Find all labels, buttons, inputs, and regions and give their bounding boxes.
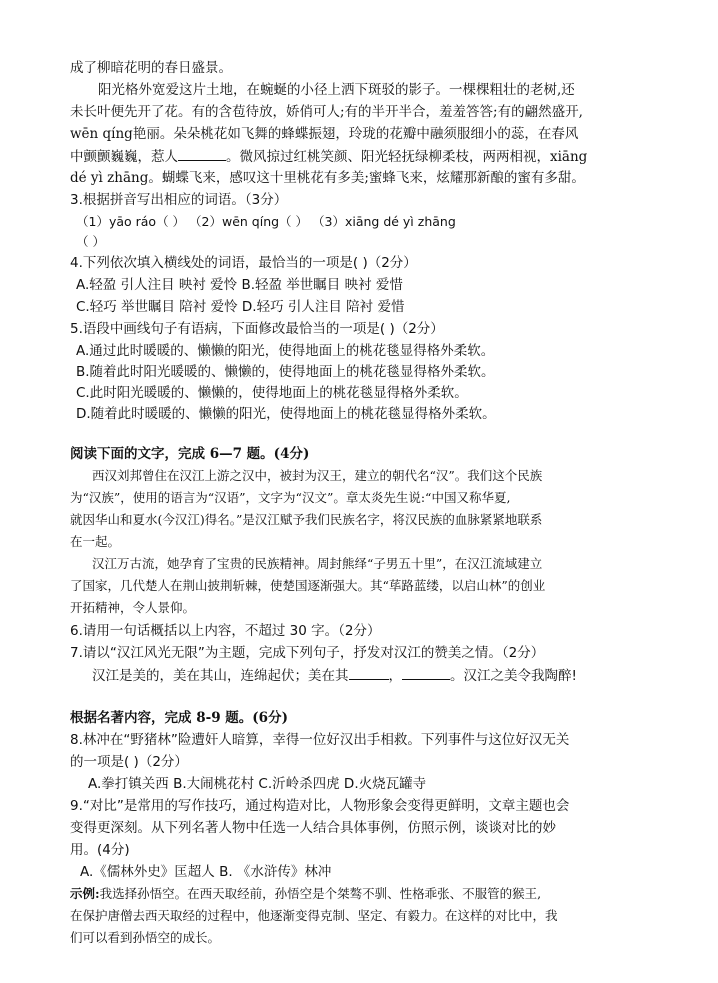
example-line — [70, 884, 541, 904]
question-7-text: 。汉江之美令我陶醉! — [450, 668, 577, 684]
fill-blank — [178, 146, 226, 161]
question-5-option-d: D.随着此时暖暖的、懒懒的阳光，使得地面上的桃花毯显得格外柔软。 — [76, 406, 496, 422]
question-3-items: （1）yāo ráo（ ） （2）wēn qíng（ ） （3）xiāng dé yì zhāng — [76, 214, 456, 229]
question-9-stem: 变得更深刻。从下列名著人物中任选一人结合具体事例，仿照示例，谈谈对比的妙 — [70, 820, 556, 836]
question-9-stem: 用。(4分) — [70, 842, 130, 858]
question-7-sentence — [92, 665, 577, 686]
example-line: 在保护唐僧去西天取经的过程中，他逐渐变得克制、坚定、有毅力。在这样的对比中，我 — [70, 908, 558, 923]
reading-line: 了国家，几代楚人在荆山披荆斩棘，使楚国逐渐强大。其“荜路蓝缕，以启山林”的创业 — [70, 578, 546, 593]
question-3-stem: 3.根据拼音写出相应的词语。（3分） — [70, 192, 288, 208]
fill-blank — [402, 665, 450, 680]
fill-blank — [349, 665, 389, 680]
reading-line: 汉江万古流，她孕育了宝贵的民族精神。周封熊绎“子男五十里”，在汉江流域建立 — [92, 556, 543, 571]
question-4-options: A.轻盈 引人注目 映衬 爱怜 B.轻盈 举世瞩目 映衬 爱惜 — [76, 277, 403, 293]
question-6: 6.请用一句话概括以上内容，不超过 30 字。（2分） — [70, 623, 381, 639]
reading-line: 开拓精神，令人景仰。 — [70, 600, 196, 615]
question-7-text: ， — [388, 668, 402, 684]
reading-line: 在一起。 — [70, 534, 121, 549]
question-9-options: A.《儒林外史》匡超人 B. 《水浒传》林冲 — [80, 864, 332, 880]
passage1-line: 未长叶便先开了花。有的含苞待放，娇俏可人;有的半开半合，羞羞答答;有的翩然盛开, — [70, 104, 583, 120]
example-label: 示例: — [70, 886, 100, 901]
question-7: 7.请以“汉江风光无限”为主题，完成下列句子，抒发对汉江的赞美之情。（2分） — [70, 645, 545, 661]
passage1-line: 阳光格外宽爱这片土地，在蜿蜒的小径上洒下斑驳的影子。一棵棵粗壮的老树,还 — [98, 82, 575, 98]
question-5-stem: 5.语段中画线句子有语病，下面修改最恰当的一项是( )（2分） — [70, 321, 444, 337]
question-4-options: C.轻巧 举世瞩目 陪衬 爱怜 D.轻巧 引人注目 陪衬 爱惜 — [76, 299, 405, 315]
reading-line: 西汉刘邦曾住在汉江上游之汉中，被封为汉王，建立的朝代名“汉”。我们这个民族 — [92, 468, 543, 483]
question-8-options: A.拳打镇关西 B.大闹桃花村 C.沂岭杀四虎 D.火烧瓦罐寺 — [88, 776, 427, 792]
example-line: 们可以看到孙悟空的成长。 — [70, 930, 221, 945]
passage1-text: 中颤颤巍巍，惹人 — [70, 149, 178, 165]
passage1-text: 。微风掠过红桃笑颜、阳光轻抚绿柳柔枝，两两相视，xiāng — [226, 149, 588, 165]
passage1-line: wēn qíng艳丽。朵朵桃花如飞舞的蜂蝶振翅，玲珑的花瓣中融须服细小的蕊，在春风 — [70, 126, 579, 142]
question-5-option-b: B.随着此时阳光暖暖的、懒懒的，使得地面上的桃花毯显得格外柔软。 — [76, 364, 495, 380]
question-7-text: 汉江是美的，美在其山，连绵起伏；美在其 — [92, 668, 349, 684]
question-3-items: （ ） — [76, 234, 105, 249]
passage1-line: 成了柳暗花明的春日盛景。 — [70, 60, 232, 76]
question-4-stem: 4.下列依次填入横线处的词语，最恰当的一项是( )（2分） — [70, 255, 417, 271]
section-3-heading: 根据名著内容，完成 8-9 题。(6分) — [70, 710, 288, 726]
reading-line: 就因华山和夏水(今汉江)得名。”是汉江赋予我们民族名字，将汉民族的血脉紧紧地联系 — [70, 512, 543, 527]
section-2-heading: 阅读下面的文字，完成 6—7 题。(4分) — [70, 446, 310, 462]
question-5-option-a: A.通过此时暖暖的、懒懒的阳光，使得地面上的桃花毯显得格外柔软。 — [76, 343, 495, 359]
question-9-stem: 9.“对比”是常用的写作技巧，通过构造对比，人物形象会变得更鲜明，文章主题也会 — [70, 798, 570, 814]
reading-line: 为“汉族”，使用的语言为“汉语”，文字为“汉文”。章太炎先生说:“中国又称华夏, — [70, 490, 511, 505]
question-8-stem: 8.林冲在“野猪林”险遭奸人暗算，幸得一位好汉出手相救。下列事件与这位好汉无关 — [70, 732, 570, 748]
passage1-line: dé yì zhāng。蝴蝶飞来，感叹这十里桃花有多美;蜜蜂飞来，炫耀那新酿的蜜有多甜。 — [70, 170, 585, 186]
passage1-line — [70, 146, 587, 167]
question-5-option-c: C.此时阳光暖暖的、懒懒的，使得地面上的桃花毯显得格外柔软。 — [76, 385, 468, 401]
question-8-stem: 的一项是( )（2分） — [70, 754, 188, 770]
example-text: 我选择孙悟空。在西天取经前，孙悟空是个桀骜不驯、性格乖张、不服管的猴王, — [99, 886, 542, 901]
